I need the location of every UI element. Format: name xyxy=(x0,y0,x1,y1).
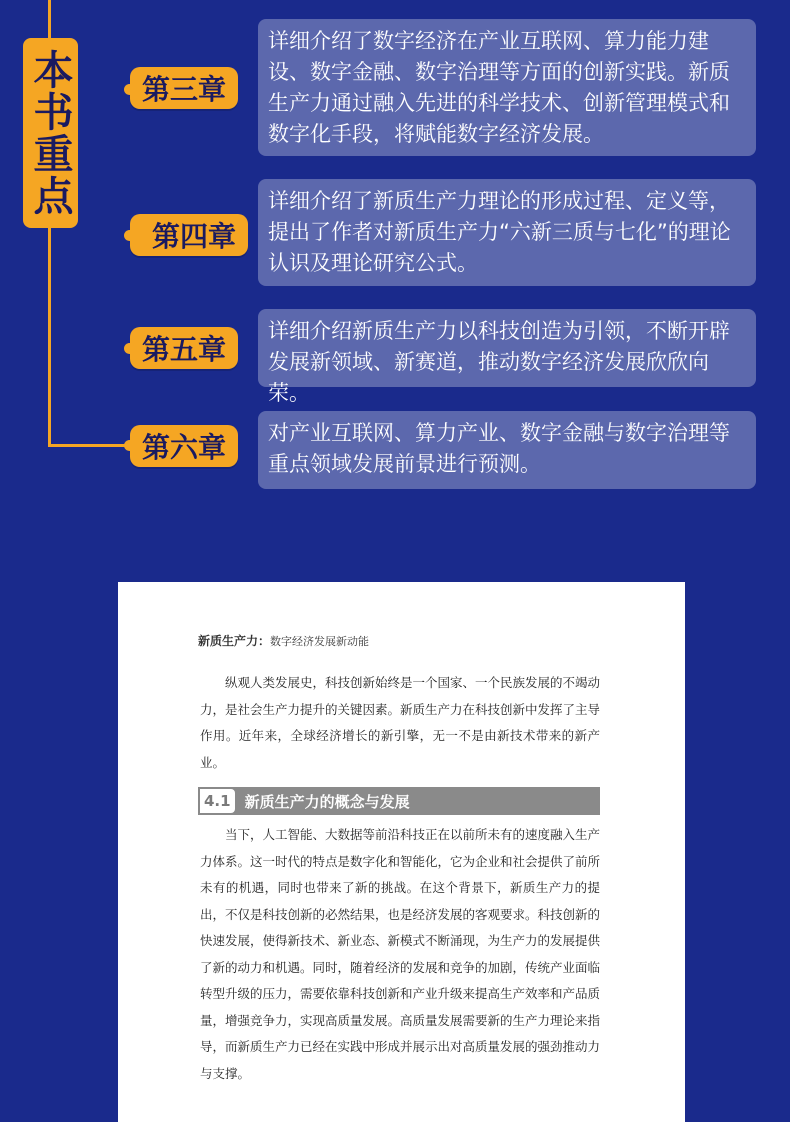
chapter-badge xyxy=(130,67,238,109)
book-page-preview xyxy=(118,582,685,1122)
intro-paragraph: 纵观人类发展史，科技创新始终是一个国家、一个民族发展的不竭动力，是社会生产力提升的关键因素。新质生产力在科技创新中发挥了主导作用。近年来，全球经济增长的新引擎，无一不是由新技术带来的新产业。 xyxy=(200,675,601,770)
chapter-badge xyxy=(130,425,238,467)
chapter-description xyxy=(258,179,756,286)
key-points-label: 本书重点 xyxy=(27,49,73,217)
running-header xyxy=(198,632,369,649)
chapter-label: 第三章 xyxy=(142,73,227,106)
chapter-text: 详细介绍新质生产力以科技创造为引领，不断开辟发展新领域、新赛道，推动数字经济发展欣欣向荣。 xyxy=(268,319,730,405)
chapter-label: 第五章 xyxy=(142,333,227,366)
body-paragraph: 当下，人工智能、大数据等前沿科技正在以前所未有的速度融入生产力体系。这一时代的特点是数字化和智能化，它为企业和社会提供了前所未有的机遇，同时也带来了新的挑战。在这个背景下，新质生产力的提出，不仅是科技创新的必然结果，也是经济发展的客观要求。科技创新的快速发展，使得新技术、新业态、新模式不断涌现，为生产力的发展提供了新的动力和机遇。同时，随着经济的发展和竞争的加剧，传统产业面临转型升级的压力，需要依靠科技创新和产业升级来提高生产效率和产品质量，增强竞争力，实现高质量发展。高质量发展需要新的生产力理论来指导，而新质生产力已经在实践中形成并展示出对高质量发展的强劲推动力与支撑。 xyxy=(200,827,601,1081)
chapter-description xyxy=(258,19,756,156)
timeline-branch xyxy=(48,444,132,447)
chapter-label: 第六章 xyxy=(142,431,227,464)
chapter-badge xyxy=(130,214,248,256)
chapter-label: 第四章 xyxy=(152,220,237,253)
section-heading xyxy=(198,787,600,815)
chapter-description xyxy=(258,309,756,405)
chapter-text: 详细介绍了数字经济在产业互联网、算力能力建设、数字金融、数字治理等方面的创新实践。新质生产力通过融入先进的科学技术、创新管理模式和数字化手段，将赋能数字经济发展。 xyxy=(268,29,730,146)
chapter-description xyxy=(258,411,756,489)
chapter-badge xyxy=(130,327,238,369)
header-subtitle: 数字经济发展新动能 xyxy=(270,635,370,648)
section-number: 4.1 xyxy=(198,787,237,815)
chapter-text: 对产业互联网、算力产业、数字金融与数字治理等重点领域发展前景进行预测。 xyxy=(268,421,730,476)
chapter-text: 详细介绍了新质生产力理论的形成过程、定义等，提出了作者对新质生产力“六新三质与七化”的理论认识及理论研究公式。 xyxy=(268,189,731,275)
key-points-badge xyxy=(23,38,78,228)
section-title: 新质生产力的概念与发展 xyxy=(244,792,410,811)
header-book-title: 新质生产力： xyxy=(198,634,271,648)
